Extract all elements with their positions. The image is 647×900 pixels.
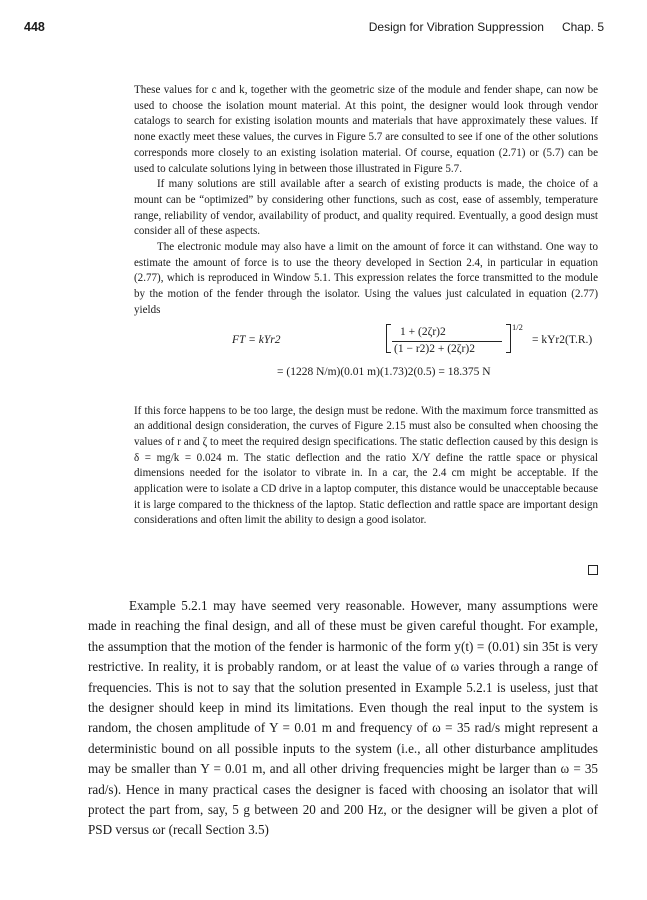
chapter-label: Chap. 5 xyxy=(561,20,604,34)
example-paragraph-1: These values for c and k, together with the geometric size of the module and fender shape, can now be used to choose the isolation mount material. At this point, the designer would look through vendor catalogs to search for existing isolation mounts and materials that have approximately these values. If none exactly meet these values, the curves in Figure 5.7 are consulted to see if one of the other solutions corresponds more closely to an existing isolation material. Of course, equation (2.71) or (5.7) can be used to calculate solutions lying in between those illustrated in Figure 5.7. xyxy=(134,84,598,175)
equation-result: = (1228 N/m)(0.01 m)(1.73)2(0.5) = 18.375 N xyxy=(277,365,491,378)
running-head xyxy=(369,20,604,34)
equation-numerator: 1 + (2ζr)2 xyxy=(400,325,446,338)
right-bracket xyxy=(506,324,511,353)
main-text xyxy=(88,596,598,841)
equation-exponent: 1/2 xyxy=(512,321,523,332)
example-paragraph-4: If this force happens to be too large, the design must be redone. With the maximum force transmitted as an additional design consideration, the curves of Figure 2.15 must also be consulted when choosing the values of r and ζ to meet the required design specifications. The static deflection caused by this design is δ = mg/k = 0.024 m. The static deflection and the ratio X/Y define the rattle space or physical dimensions needed for the isolator to vibrate in. In a car, the 2.4 cm might be acceptable. If the application were to isolate a CD drive in a laptop computer, this distance would be unacceptable because it is large compared to the thickness of the laptop. Static deflection and rattle space are important design considerations and often limit the ability to design a good isolator. xyxy=(134,404,598,527)
end-of-example-mark xyxy=(588,565,598,575)
equation-rhs: = kYr2(T.R.) xyxy=(532,333,593,346)
equation-denominator: (1 − r2)2 + (2ζr)2 xyxy=(394,342,475,355)
example-block xyxy=(134,83,598,529)
main-paragraph: Example 5.2.1 may have seemed very reasonable. However, many assumptions were made in reaching the final design, and all of these must be given careful thought. For example, the assumption that the motion of the fender is harmonic of the form y(t) = (0.01) sin 35t is very restrictive. In reality, it is probably random, or at least the value of ω varies through a range of frequencies. This is not to say that the solution presented in Example 5.2.1 is useless, just that the designer should keep in mind its limitations. Even though the real input to the system is random, the chosen amplitude of Y = 0.01 m and frequency of ω = 35 rad/s might represent a deterministic bound on all possible inputs to the system (i.e., all other disturbance amplitudes may be smaller than Y = 0.01 m, and all other driving frequencies might be larger than ω = 35 rad/s). Hence in many practical cases the designer is faced with choosing an isolator that will protect the part from, say, 5 g between 20 and 200 Hz, or the designer will be given a plot of PSD versus ωr (recall Section 3.5) xyxy=(88,598,598,838)
running-title: Design for Vibration Suppression xyxy=(368,20,544,34)
example-paragraph-2: If many solutions are still available after a search of existing products is made, the choice of a mount can be “optimized” by considering other functions, such as cost, ease of assembly, temperature range, reliability of vendor, availability of product, and quality required. Eventually, a good design must consider all of these aspects. xyxy=(134,178,598,238)
example-paragraph-3: The electronic module may also have a limit on the amount of force it can withstand. One way to estimate the amount of force is to use the theory developed in Section 2.4, in particular in equation (2.77), which is reproduced in Window 5.1. This expression relates the force transmitted to the module by the motion of the fender through the isolator. Using the values just calculated in equation (2.77) yields xyxy=(134,241,598,316)
equation-lhs: FT = kYr2 xyxy=(232,333,281,346)
page-number: 448 xyxy=(24,20,45,34)
force-equation xyxy=(134,321,598,396)
left-bracket xyxy=(386,324,391,353)
